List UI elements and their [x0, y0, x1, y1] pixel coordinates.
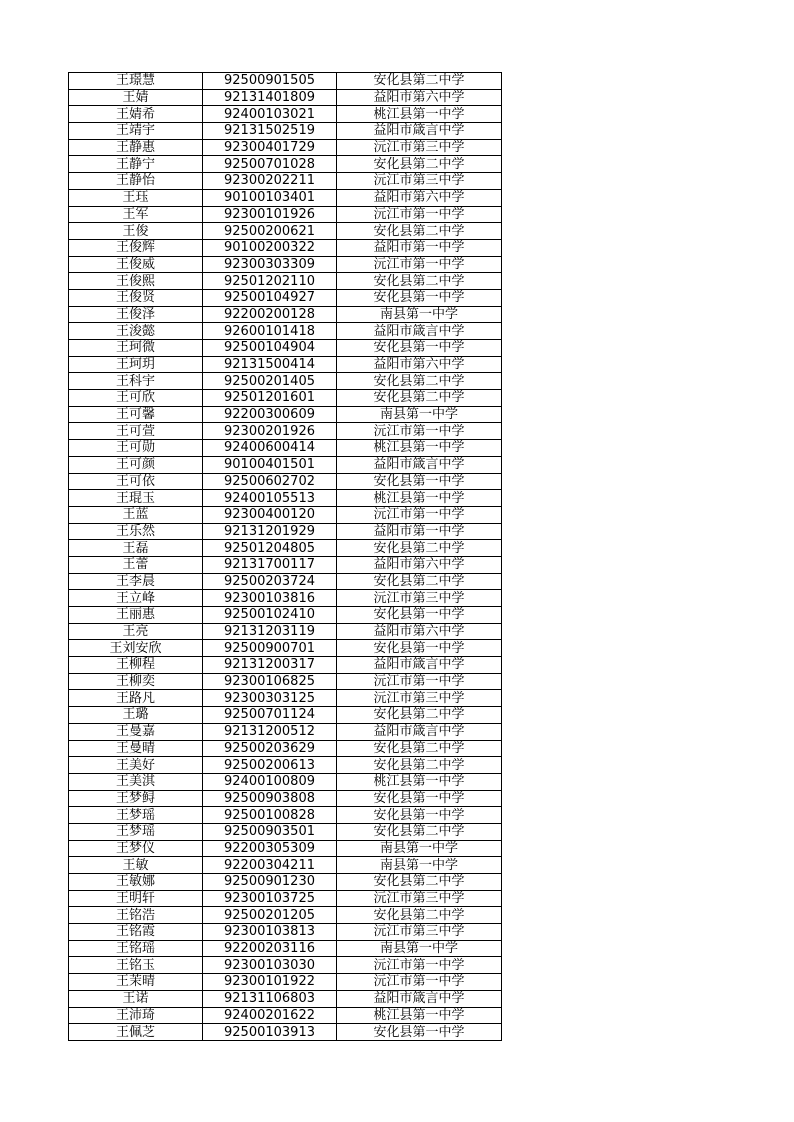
name-cell: 王俊贤: [69, 289, 203, 306]
table-row: [69, 139, 502, 156]
table-row: [69, 740, 502, 757]
table-row: [69, 857, 502, 874]
table-row: [69, 573, 502, 590]
name-cell: 王柳程: [69, 657, 203, 674]
name-cell: 王梦瑶: [69, 823, 203, 840]
table-row: [69, 773, 502, 790]
table-row: [69, 540, 502, 557]
table-row: [69, 823, 502, 840]
name-cell: 王茉晴: [69, 974, 203, 991]
exam-number-cell: 92131500414: [203, 356, 337, 373]
school-cell: 益阳市箴言中学: [337, 990, 502, 1007]
exam-number-cell: 92131700117: [203, 556, 337, 573]
name-cell: 王珂微: [69, 340, 203, 357]
school-cell: 益阳市第六中学: [337, 89, 502, 106]
name-cell: 王俊威: [69, 256, 203, 273]
name-cell: 王浚懿: [69, 323, 203, 340]
name-cell: 王蕾: [69, 556, 203, 573]
school-cell: 南县第一中学: [337, 406, 502, 423]
exam-number-cell: 92400201622: [203, 1007, 337, 1024]
name-cell: 王可颜: [69, 456, 203, 473]
exam-number-cell: 92200305309: [203, 840, 337, 857]
name-cell: 王明轩: [69, 890, 203, 907]
table-row: [69, 907, 502, 924]
table-row: [69, 790, 502, 807]
school-cell: 安化县第一中学: [337, 1024, 502, 1041]
exam-number-cell: 92500100828: [203, 807, 337, 824]
exam-number-cell: 92501201601: [203, 390, 337, 407]
table-row: [69, 456, 502, 473]
student-table: [68, 72, 502, 1041]
school-cell: 安化县第二中学: [337, 390, 502, 407]
exam-number-cell: 92500201205: [203, 907, 337, 924]
table-row: [69, 89, 502, 106]
table-row: [69, 1007, 502, 1024]
name-cell: 王路凡: [69, 690, 203, 707]
table-row: [69, 556, 502, 573]
school-cell: 安化县第二中学: [337, 707, 502, 724]
name-cell: 王静宁: [69, 156, 203, 173]
name-cell: 王静怡: [69, 173, 203, 190]
table-row: [69, 757, 502, 774]
exam-number-cell: 92400103021: [203, 106, 337, 123]
exam-number-cell: 92500104927: [203, 289, 337, 306]
table-row: [69, 940, 502, 957]
school-cell: 南县第一中学: [337, 940, 502, 957]
exam-number-cell: 92500103913: [203, 1024, 337, 1041]
exam-number-cell: 90100103401: [203, 189, 337, 206]
exam-number-cell: 90100401501: [203, 456, 337, 473]
exam-number-cell: 92300101926: [203, 206, 337, 223]
name-cell: 王璐: [69, 707, 203, 724]
school-cell: 安化县第二中学: [337, 373, 502, 390]
school-cell: 安化县第二中学: [337, 73, 502, 90]
exam-number-cell: 92300201926: [203, 423, 337, 440]
exam-number-cell: 92200200128: [203, 306, 337, 323]
exam-number-cell: 92500602702: [203, 473, 337, 490]
table-row: [69, 690, 502, 707]
exam-number-cell: 92131200512: [203, 723, 337, 740]
name-cell: 王可依: [69, 473, 203, 490]
name-cell: 王梦瑶: [69, 807, 203, 824]
table-row: [69, 707, 502, 724]
table-row: [69, 957, 502, 974]
exam-number-cell: 92131502519: [203, 123, 337, 140]
exam-number-cell: 92200304211: [203, 857, 337, 874]
table-row: [69, 440, 502, 457]
table-row: [69, 356, 502, 373]
table-row: [69, 874, 502, 891]
exam-number-cell: 92600101418: [203, 323, 337, 340]
name-cell: 王可萱: [69, 423, 203, 440]
exam-number-cell: 92300101922: [203, 974, 337, 991]
school-cell: 沅江市第一中学: [337, 506, 502, 523]
name-cell: 王婧希: [69, 106, 203, 123]
table-row: [69, 423, 502, 440]
school-cell: 桃江县第一中学: [337, 490, 502, 507]
school-cell: 益阳市第一中学: [337, 239, 502, 256]
school-cell: 益阳市箴言中学: [337, 323, 502, 340]
school-cell: 安化县第二中学: [337, 573, 502, 590]
name-cell: 王铭玉: [69, 957, 203, 974]
exam-number-cell: 92500901230: [203, 874, 337, 891]
exam-number-cell: 92300103725: [203, 890, 337, 907]
school-cell: 安化县第一中学: [337, 807, 502, 824]
exam-number-cell: 92500903808: [203, 790, 337, 807]
table-row: [69, 323, 502, 340]
school-cell: 桃江县第一中学: [337, 440, 502, 457]
table-row: [69, 406, 502, 423]
school-cell: 沅江市第三中学: [337, 590, 502, 607]
school-cell: 桃江县第一中学: [337, 106, 502, 123]
school-cell: 南县第一中学: [337, 840, 502, 857]
exam-number-cell: 92500102410: [203, 607, 337, 624]
table-row: [69, 123, 502, 140]
school-cell: 安化县第二中学: [337, 540, 502, 557]
school-cell: 安化县第二中学: [337, 223, 502, 240]
school-cell: 沅江市第一中学: [337, 673, 502, 690]
name-cell: 王刘安欣: [69, 640, 203, 657]
exam-number-cell: 92300103816: [203, 590, 337, 607]
exam-number-cell: 92400600414: [203, 440, 337, 457]
exam-number-cell: 92500104904: [203, 340, 337, 357]
exam-number-cell: 92300202211: [203, 173, 337, 190]
name-cell: 王俊: [69, 223, 203, 240]
table-row: [69, 473, 502, 490]
school-cell: 益阳市第六中学: [337, 189, 502, 206]
exam-number-cell: 92500701124: [203, 707, 337, 724]
exam-number-cell: 92500701028: [203, 156, 337, 173]
school-cell: 桃江县第一中学: [337, 773, 502, 790]
name-cell: 王静惠: [69, 139, 203, 156]
table-row: [69, 173, 502, 190]
table-row: [69, 657, 502, 674]
name-cell: 王珏: [69, 189, 203, 206]
name-cell: 王磊: [69, 540, 203, 557]
table-row: [69, 156, 502, 173]
name-cell: 王立峰: [69, 590, 203, 607]
exam-number-cell: 92300303309: [203, 256, 337, 273]
school-cell: 安化县第一中学: [337, 640, 502, 657]
name-cell: 王乐然: [69, 523, 203, 540]
name-cell: 王佩芝: [69, 1024, 203, 1041]
name-cell: 王曼嘉: [69, 723, 203, 740]
exam-number-cell: 92500901505: [203, 73, 337, 90]
school-cell: 沅江市第一中学: [337, 423, 502, 440]
name-cell: 王军: [69, 206, 203, 223]
school-cell: 益阳市箴言中学: [337, 723, 502, 740]
name-cell: 王靖宇: [69, 123, 203, 140]
exam-number-cell: 92300106825: [203, 673, 337, 690]
school-cell: 安化县第二中学: [337, 740, 502, 757]
school-cell: 益阳市第六中学: [337, 623, 502, 640]
exam-number-cell: 92400105513: [203, 490, 337, 507]
school-cell: 安化县第一中学: [337, 289, 502, 306]
school-cell: 沅江市第三中学: [337, 139, 502, 156]
exam-number-cell: 92131106803: [203, 990, 337, 1007]
table-row: [69, 106, 502, 123]
exam-number-cell: 92131203119: [203, 623, 337, 640]
exam-number-cell: 92400100809: [203, 773, 337, 790]
table-row: [69, 523, 502, 540]
table-row: [69, 490, 502, 507]
table-row: [69, 273, 502, 290]
table-row: [69, 673, 502, 690]
table-row: [69, 223, 502, 240]
school-cell: 益阳市第一中学: [337, 523, 502, 540]
school-cell: 沅江市第三中学: [337, 690, 502, 707]
school-cell: 安化县第一中学: [337, 473, 502, 490]
exam-number-cell: 92500203629: [203, 740, 337, 757]
table-row: [69, 590, 502, 607]
school-cell: 沅江市第三中学: [337, 924, 502, 941]
name-cell: 王李晨: [69, 573, 203, 590]
name-cell: 王琨玉: [69, 490, 203, 507]
school-cell: 益阳市箴言中学: [337, 123, 502, 140]
school-cell: 益阳市箴言中学: [337, 657, 502, 674]
school-cell: 沅江市第一中学: [337, 974, 502, 991]
name-cell: 王敏娜: [69, 874, 203, 891]
table-row: [69, 189, 502, 206]
name-cell: 王科宇: [69, 373, 203, 390]
name-cell: 王可馨: [69, 406, 203, 423]
school-cell: 南县第一中学: [337, 857, 502, 874]
table-row: [69, 373, 502, 390]
name-cell: 王敏: [69, 857, 203, 874]
school-cell: 沅江市第一中学: [337, 256, 502, 273]
exam-number-cell: 92500201405: [203, 373, 337, 390]
school-cell: 益阳市箴言中学: [337, 456, 502, 473]
exam-number-cell: 92131200317: [203, 657, 337, 674]
name-cell: 王梦仪: [69, 840, 203, 857]
name-cell: 王亮: [69, 623, 203, 640]
table-row: [69, 239, 502, 256]
name-cell: 王铭浩: [69, 907, 203, 924]
school-cell: 安化县第二中学: [337, 757, 502, 774]
table-row: [69, 256, 502, 273]
name-cell: 王沛琦: [69, 1007, 203, 1024]
name-cell: 王俊熙: [69, 273, 203, 290]
table-row: [69, 974, 502, 991]
table-row: [69, 924, 502, 941]
name-cell: 王柳奕: [69, 673, 203, 690]
school-cell: 沅江市第一中学: [337, 957, 502, 974]
name-cell: 王诺: [69, 990, 203, 1007]
exam-number-cell: 92200203116: [203, 940, 337, 957]
name-cell: 王俊辉: [69, 239, 203, 256]
table-row: [69, 390, 502, 407]
name-cell: 王铭瑶: [69, 940, 203, 957]
table-row: [69, 623, 502, 640]
table-body: [69, 73, 502, 1041]
exam-number-cell: 92300103813: [203, 924, 337, 941]
school-cell: 沅江市第三中学: [337, 173, 502, 190]
table-row: [69, 723, 502, 740]
table-row: [69, 73, 502, 90]
school-cell: 益阳市第六中学: [337, 356, 502, 373]
school-cell: 沅江市第一中学: [337, 206, 502, 223]
table-row: [69, 890, 502, 907]
name-cell: 王俊泽: [69, 306, 203, 323]
name-cell: 王梦鲟: [69, 790, 203, 807]
exam-number-cell: 90100200322: [203, 239, 337, 256]
exam-number-cell: 92131201929: [203, 523, 337, 540]
school-cell: 安化县第二中学: [337, 156, 502, 173]
table-row: [69, 990, 502, 1007]
name-cell: 王婧: [69, 89, 203, 106]
table-row: [69, 607, 502, 624]
exam-number-cell: 92500200613: [203, 757, 337, 774]
exam-number-cell: 92300401729: [203, 139, 337, 156]
name-cell: 王可勋: [69, 440, 203, 457]
school-cell: 安化县第二中学: [337, 823, 502, 840]
name-cell: 王美好: [69, 757, 203, 774]
table-row: [69, 1024, 502, 1041]
table-row: [69, 206, 502, 223]
table-row: [69, 289, 502, 306]
exam-number-cell: 92501202110: [203, 273, 337, 290]
name-cell: 王蓝: [69, 506, 203, 523]
table-row: [69, 306, 502, 323]
exam-number-cell: 92300303125: [203, 690, 337, 707]
school-cell: 安化县第一中学: [337, 340, 502, 357]
table-row: [69, 840, 502, 857]
exam-number-cell: 92500903501: [203, 823, 337, 840]
table-row: [69, 340, 502, 357]
school-cell: 安化县第二中学: [337, 907, 502, 924]
school-cell: 南县第一中学: [337, 306, 502, 323]
name-cell: 王美淇: [69, 773, 203, 790]
table-row: [69, 506, 502, 523]
school-cell: 桃江县第一中学: [337, 1007, 502, 1024]
table-row: [69, 807, 502, 824]
school-cell: 安化县第二中学: [337, 874, 502, 891]
name-cell: 王璟慧: [69, 73, 203, 90]
table-row: [69, 640, 502, 657]
school-cell: 沅江市第三中学: [337, 890, 502, 907]
name-cell: 王铭霞: [69, 924, 203, 941]
exam-number-cell: 92300400120: [203, 506, 337, 523]
exam-number-cell: 92131401809: [203, 89, 337, 106]
name-cell: 王可欣: [69, 390, 203, 407]
exam-number-cell: 92200300609: [203, 406, 337, 423]
name-cell: 王珂玥: [69, 356, 203, 373]
school-cell: 益阳市第六中学: [337, 556, 502, 573]
exam-number-cell: 92500900701: [203, 640, 337, 657]
exam-number-cell: 92500203724: [203, 573, 337, 590]
exam-number-cell: 92500200621: [203, 223, 337, 240]
name-cell: 王曼晴: [69, 740, 203, 757]
school-cell: 安化县第二中学: [337, 273, 502, 290]
school-cell: 安化县第一中学: [337, 790, 502, 807]
exam-number-cell: 92300103030: [203, 957, 337, 974]
name-cell: 王丽惠: [69, 607, 203, 624]
exam-number-cell: 92501204805: [203, 540, 337, 557]
school-cell: 安化县第一中学: [337, 607, 502, 624]
